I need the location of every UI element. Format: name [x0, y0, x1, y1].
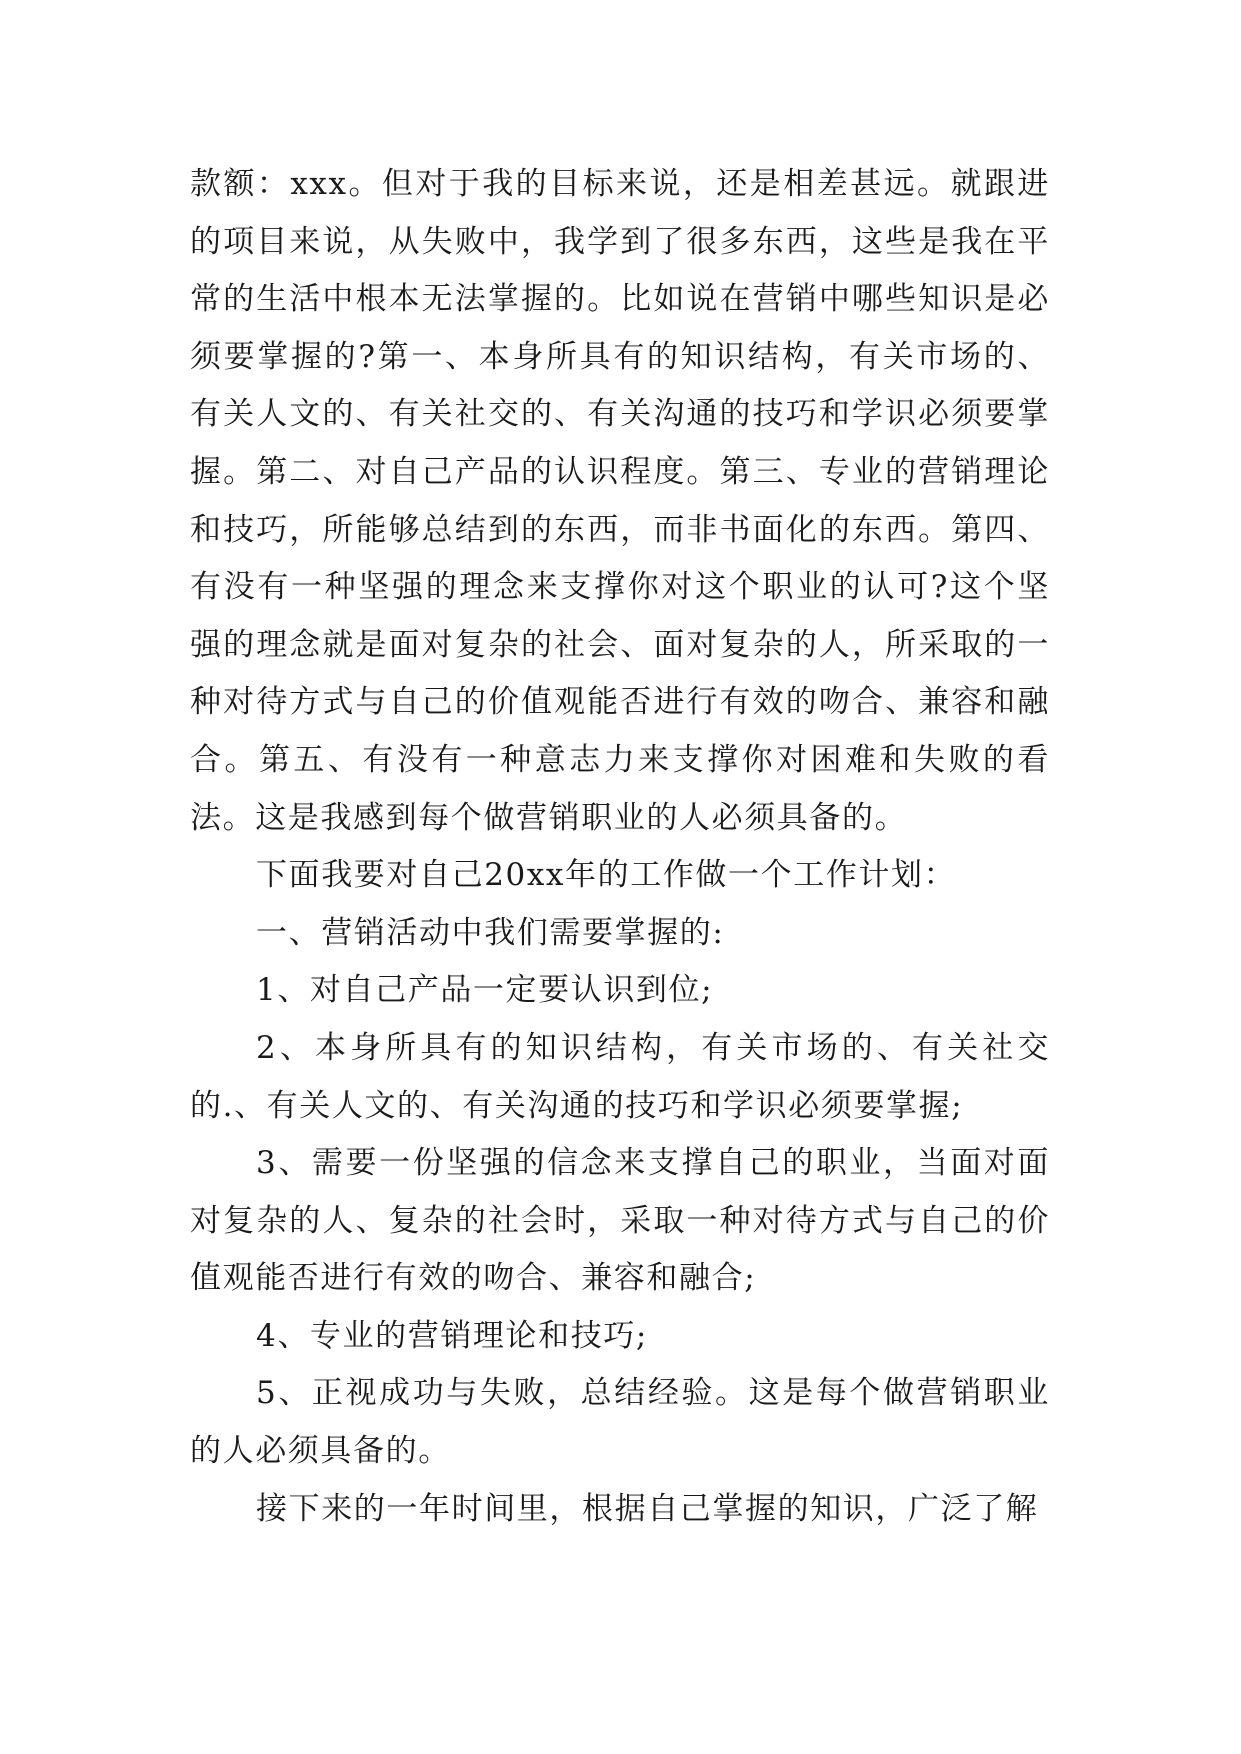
list-item-5: 5、正视成功与失败，总结经验。这是每个做营销职业的人必须具备的。: [190, 1375, 1050, 1470]
paragraph-next-year: 接下来的一年时间里，根据自己掌握的知识，广泛了解: [256, 1490, 1039, 1527]
list-item-2: 2、本身所具有的知识结构，有关市场的、有关社交的.、有关人文的、有关沟通的技巧和学识必须要掌握;: [190, 1029, 1050, 1124]
paragraph-summary: 款额：xxx。但对于我的目标来说，还是相差甚远。就跟进的项目来说，从失败中，我学到了很多东西，这些是我在平常的生活中根本无法掌握的。比如说在营销中哪些知识是必须要掌握的?第一、本身所具有的知识结构，有关市场的、有关人文的、有关社交的、有关沟通的技巧和学识必须要掌握。第二、对自己产品的认识程度。第三、专业的营销理论和技巧，所能够总结到的东西，而非书面化的东西。第四、有没有一种坚强的理念来支撑你对这个职业的认可?这个坚强的理念就是面对复杂的社会、面对复杂的人，所采取的一种对待方式与自己的价值观能否进行有效的吻合、兼容和融合。第五、有没有一种意志力来支撑你对困难和失败的看法。这是我感到每个做营销职业的人必须具备的。: [190, 166, 1050, 836]
paragraph-plan-intro: 下面我要对自己20xx年的工作做一个工作计划：: [256, 857, 957, 894]
list-item-4: 4、专业的营销理论和技巧;: [256, 1317, 648, 1354]
list-item-3: 3、需要一份坚强的信念来支撑自己的职业，当面对面对复杂的人、复杂的社会时，采取一种对待方式与自己的价值观能否进行有效的吻合、兼容和融合;: [190, 1145, 1050, 1297]
paragraph-section-heading: 一、营销活动中我们需要掌握的:: [256, 914, 725, 951]
list-item-1: 1、对自己产品一定要认识到位;: [256, 972, 714, 1009]
document-body: [190, 156, 1050, 1538]
